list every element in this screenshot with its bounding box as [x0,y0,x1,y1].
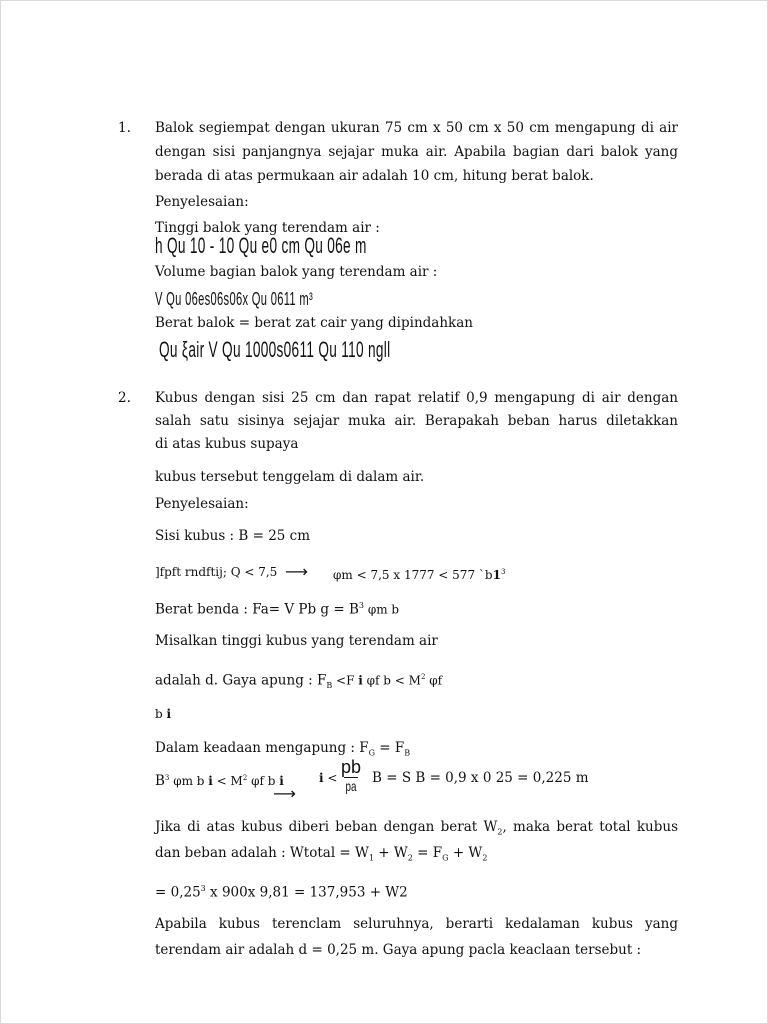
block-weight-formula: Qu ξair V Qu 1000s0611 Qu 110 ngll [159,337,391,362]
density-ratio-fraction [341,757,361,794]
density-right-text: φm < 7,5 x 1777 < 577 $`b1^3$ [333,568,506,582]
problem-2-line-4: kubus tersebut tenggelam di dalam air. [155,469,425,485]
sink-line-2: terendam air adalah d = 0,25 m. Gaya apung pacla keaclaan tersebut : [155,942,642,958]
problem-1-line-2: dengan sisi panjangnya sejajar muka air. Apabila bagian dari balok yang [155,144,678,160]
implies-arrow-icon: ⟶ [273,784,296,803]
buoyancy-text: adalah d. Gaya apung : $F_B <F$ i φf $b < M^2$ φf [155,672,443,691]
buoyancy-continuation: b i [155,707,172,721]
equilibrium-text: Dalam keadaan mengapung : $F_G = F_B$ [155,740,411,758]
problem-2-number: 2. [118,390,131,406]
problem-1-line-1: Balok segiempat dengan ukuran 75 cm x 50 cm x 50 cm mengapung di air [155,120,678,136]
object-weight-text: Berat benda : Fa= V Pb $g = B^3$ φm b [155,601,400,618]
problem-1-line-3: berada di atas permukaan air adalah 10 cm, hitung berat balok. [155,168,594,184]
problem-2-line-3: di atas kubus supaya [155,436,299,452]
load-line-1: Jika di atas kubus diberi beban dengan berat $W_2$, maka berat total kubus [155,819,678,837]
load-line-2: dan beban adalah : Wtotal = $W_1 + W_2 = F_G + W_2$ [155,845,488,863]
block-weight-label: Berat balok = berat zat cair yang dipindahkan [155,315,473,331]
total-weight-line: = $0,25^3$ x 900x 9,81 = 137,953 + W2 [155,884,408,901]
submerged-volume-label: Volume bagian balok yang terendam air : [155,264,438,280]
submerged-volume-formula: V Qu 06es06s06x Qu 0611 m³ [155,289,313,309]
problem-1-solution-label: Penyelesaian: [155,194,249,210]
right-arrow-icon: ⟶ [285,562,308,581]
equation-left: $B^3$ φm b $i < M^2$ φf b i [155,773,284,789]
problem-1-number: 1. [118,120,131,136]
problem-2-line-1: Kubus dengan sisi 25 cm dan rapat relatif 0,9 mengapung di air dengan [155,390,678,406]
equation-result: B = S B = 0,9 x 0 25 = 0,225 m [372,770,589,786]
fraction-denominator: pa [345,778,357,794]
equation-ratio-prefix: i < [319,771,338,785]
fraction-numerator: pb [341,757,362,777]
submerged-height-label: Tinggi balok yang terendam air : [155,220,380,236]
problem-2-solution-label: Penyelesaian: [155,496,249,512]
problem-2-line-2: salah satu sisinya sejajar muka air. Berapakah beban harus diletakkan [155,413,678,429]
density-left-text: ]fpft rndftij; Q < 7,5 [155,565,278,579]
sink-line-1: Apabila kubus terenclam seluruhnya, berarti kedalaman kubus yang [155,916,678,932]
submerged-height-formula: h Qu 10 - 10 Qu e0 cm Qu 06e m [155,233,367,258]
cube-side-text: Sisi kubus : B = 25 cm [155,528,311,544]
suppose-text: Misalkan tinggi kubus yang terendam air [155,633,438,649]
